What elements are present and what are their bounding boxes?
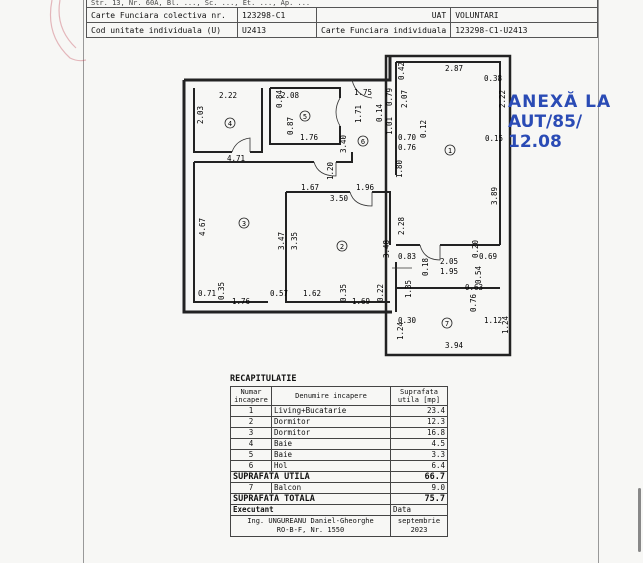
total-value: 75.7 bbox=[391, 494, 448, 505]
address-row: Str. 13, Nr. 60A, Bl. ..., Sc. ..., Et. ..., Ap. ... bbox=[87, 0, 598, 8]
walls bbox=[184, 56, 510, 355]
uat-value: VOLUNTARI bbox=[451, 8, 598, 23]
util-label: SUPRAFATA UTILA bbox=[231, 472, 391, 483]
dim: 0.22 bbox=[376, 283, 385, 302]
recap-section bbox=[230, 374, 448, 537]
room-number: 5 bbox=[231, 450, 272, 461]
room-5-label: 5 bbox=[302, 113, 308, 121]
dim: 0.54 bbox=[474, 265, 483, 284]
room-1-label: 1 bbox=[447, 147, 453, 155]
dim: 0.12 bbox=[419, 119, 428, 138]
recap-table bbox=[230, 386, 448, 537]
executant-label: Executant bbox=[231, 505, 391, 516]
table-row bbox=[231, 406, 448, 417]
dim: 0.76 bbox=[469, 293, 478, 312]
dim: 3.89 bbox=[490, 186, 499, 205]
room-3-label: 3 bbox=[241, 220, 247, 228]
cod-unitate-value: U2413 bbox=[238, 23, 317, 38]
dim: 0.76 bbox=[398, 143, 417, 152]
dim: 1.75 bbox=[354, 88, 373, 97]
table-row bbox=[231, 439, 448, 450]
table-row bbox=[231, 483, 448, 494]
dim: 1.35 bbox=[404, 279, 413, 298]
room-name: Balcon bbox=[272, 483, 391, 494]
dim: 0.35 bbox=[217, 281, 226, 300]
dim: 2.87 bbox=[445, 64, 464, 73]
dimensions-horizontal bbox=[198, 61, 504, 350]
dim: 2.08 bbox=[281, 91, 300, 100]
executant-cell bbox=[231, 516, 391, 537]
cf-individuala-value: 123298-C1-U2413 bbox=[451, 23, 598, 38]
recap-title: RECAPITULATIE bbox=[230, 374, 297, 384]
dim: 3.40 bbox=[339, 134, 348, 153]
dim: 4.71 bbox=[227, 154, 246, 163]
dim: 2.28 bbox=[397, 216, 406, 235]
annex-stamp-line2: AUT/85/ 12.08 bbox=[508, 112, 583, 152]
date-label: Data bbox=[391, 505, 448, 516]
annex-stamp-line1: ANEXĂ LA bbox=[508, 92, 612, 112]
executant-registration: RO-B-F, Nr. 1550 bbox=[276, 526, 345, 534]
room-name: Hol bbox=[272, 461, 391, 472]
table-row bbox=[231, 461, 448, 472]
cf-individuala-label: Carte Funciara individuala bbox=[317, 23, 451, 38]
table-row bbox=[231, 450, 448, 461]
room-area: 23.4 bbox=[391, 406, 448, 417]
dim: 1.67 bbox=[301, 183, 320, 192]
total-label: SUPRAFATA TOTALA bbox=[231, 494, 391, 505]
room-area: 16.8 bbox=[391, 428, 448, 439]
dim: 2.05 bbox=[440, 257, 459, 266]
room-number: 4 bbox=[231, 439, 272, 450]
dim: 0.69 bbox=[479, 252, 498, 261]
room-area: 6.4 bbox=[391, 461, 448, 472]
util-row bbox=[231, 472, 448, 483]
dim: 0.70 bbox=[398, 133, 417, 142]
dim: 0.71 bbox=[198, 289, 217, 298]
dim: 0.83 bbox=[398, 252, 417, 261]
dim: 0.14 bbox=[375, 103, 384, 122]
dim: 3.47 bbox=[277, 231, 286, 250]
dim: 4.67 bbox=[198, 217, 207, 236]
dim: 2.22 bbox=[219, 91, 238, 100]
dim: 1.96 bbox=[356, 183, 375, 192]
dim: 0.20 bbox=[471, 239, 480, 258]
room-number: 3 bbox=[231, 428, 272, 439]
col-header-name: Denumire incapere bbox=[272, 387, 391, 406]
dim: 2.03 bbox=[196, 105, 205, 124]
dim: 1.71 bbox=[354, 104, 363, 123]
cf-colectiva-label: Carte Funciara colectiva nr. bbox=[87, 8, 238, 23]
dim: 1.69 bbox=[352, 297, 371, 306]
date-value: septembrie 2023 bbox=[391, 516, 448, 537]
dim: 3.35 bbox=[290, 231, 299, 250]
exec-header-row bbox=[231, 505, 448, 516]
scrollbar-thumb[interactable] bbox=[638, 488, 641, 552]
dim: 1.62 bbox=[303, 289, 322, 298]
dim: 0.15 bbox=[485, 134, 504, 143]
room-7-label: 7 bbox=[444, 320, 450, 328]
dim: 2.07 bbox=[400, 89, 409, 108]
room-name: Dormitor bbox=[272, 417, 391, 428]
util-value: 66.7 bbox=[391, 472, 448, 483]
exec-row bbox=[231, 516, 448, 537]
table-row bbox=[231, 428, 448, 439]
dim: 0.84 bbox=[275, 89, 284, 108]
dim: 1.80 bbox=[395, 159, 404, 178]
room-name: Baie bbox=[272, 450, 391, 461]
dim: 0.18 bbox=[421, 257, 430, 276]
dim: 1.12 bbox=[484, 316, 503, 325]
dim: 1.01 bbox=[385, 116, 394, 135]
dim: 0.35 bbox=[339, 283, 348, 302]
col-header-area: Suprafata utila [mp] bbox=[391, 387, 448, 406]
cf-colectiva-value: 123298-C1 bbox=[238, 8, 317, 23]
room-area: 4.5 bbox=[391, 439, 448, 450]
room-area: 9.0 bbox=[391, 483, 448, 494]
room-area: 12.3 bbox=[391, 417, 448, 428]
dim: 3.48 bbox=[382, 239, 391, 258]
dim: 0.57 bbox=[270, 289, 289, 298]
uat-label: UAT bbox=[317, 8, 451, 23]
dim: 1.24 bbox=[396, 321, 405, 340]
dim: 1.76 bbox=[300, 133, 319, 142]
dim: 0.42 bbox=[397, 61, 406, 80]
room-6-label: 6 bbox=[360, 138, 366, 146]
room-name: Living+Bucatarie bbox=[272, 406, 391, 417]
seal-stamp bbox=[50, 0, 86, 61]
total-row bbox=[231, 494, 448, 505]
dim: 0.87 bbox=[286, 116, 295, 135]
room-2-label: 2 bbox=[339, 243, 345, 251]
dim: 1.95 bbox=[440, 267, 459, 276]
dim: 0.79 bbox=[385, 87, 394, 106]
annex-stamp bbox=[508, 92, 618, 152]
room-number: 7 bbox=[231, 483, 272, 494]
dim: 0.38 bbox=[484, 74, 503, 83]
cod-unitate-label: Cod unitate individuala (U) bbox=[87, 23, 238, 38]
col-header-number: Numar incapere bbox=[231, 387, 272, 406]
room-name: Dormitor bbox=[272, 428, 391, 439]
room-4-label: 4 bbox=[227, 120, 233, 128]
dim: 3.50 bbox=[330, 194, 349, 203]
room-number: 1 bbox=[231, 406, 272, 417]
room-number: 2 bbox=[231, 417, 272, 428]
dim: 3.94 bbox=[445, 341, 464, 350]
room-area: 3.3 bbox=[391, 450, 448, 461]
dim: 0.63 bbox=[465, 283, 484, 292]
table-row bbox=[231, 417, 448, 428]
dim: 1.76 bbox=[232, 297, 251, 306]
dim: 2.22 bbox=[498, 89, 507, 108]
executant-name: Ing. UNGUREANU Daniel-Gheorghe bbox=[247, 517, 374, 525]
recap-header-row bbox=[231, 387, 448, 406]
room-name: Baie bbox=[272, 439, 391, 450]
dim: 1.24 bbox=[501, 315, 510, 334]
dim: 1.20 bbox=[326, 161, 335, 180]
dim: 0.30 bbox=[398, 316, 417, 325]
room-number: 6 bbox=[231, 461, 272, 472]
